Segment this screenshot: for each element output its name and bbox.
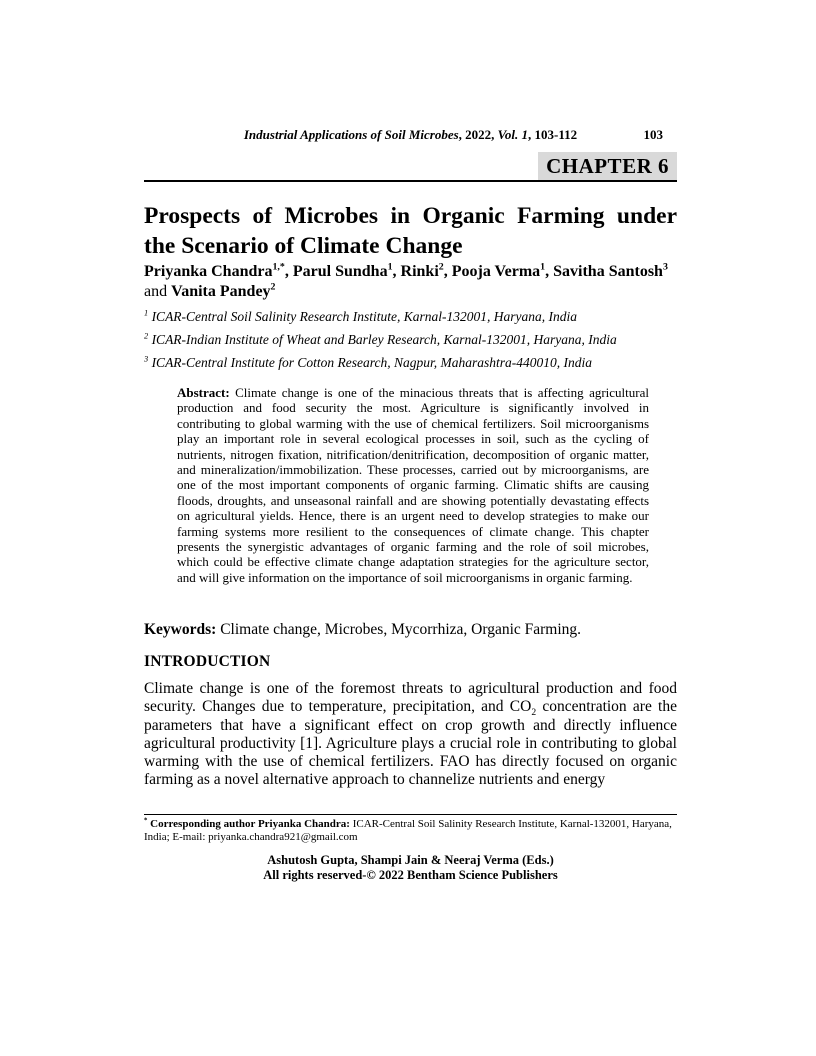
text-segment: Parul Sundha	[292, 263, 388, 280]
text-segment: ICAR-Indian Institute of Wheat and Barley Research, Karnal-132001, Haryana, India	[148, 332, 617, 347]
text-segment: ,	[545, 263, 554, 280]
text-segment: Abstract:	[177, 385, 230, 400]
text-segment: 3	[662, 261, 668, 273]
text-segment: ICAR-Central Soil Salinity Research Institute, Karnal-132001, Haryana, India; E-mail: priyanka.chandra921@gmail.com	[144, 818, 672, 843]
abstract-paragraph	[177, 385, 649, 585]
text-segment: 2	[438, 261, 444, 273]
affiliation-2	[144, 328, 677, 351]
journal-citation	[244, 127, 577, 142]
text-segment: *	[144, 817, 148, 825]
text-segment: ,	[443, 263, 452, 280]
text-segment: Vanita Pandey	[171, 283, 271, 300]
affiliation-3	[144, 351, 677, 374]
text-column	[144, 0, 677, 1056]
text-segment: ,	[392, 263, 401, 280]
text-segment: Climate change is one of the minacious threats that is affecting agricultural production and food security the most. Agriculture is significantly involved in contributing to global warming with the use of chemical fertilizers. Soil microorganisms play an important role in several ecological processes in soil, such as the cycling of nutrients, nitrogen fixation, nitrification/denitrification, decomposition of organic matter, and mineralization/immobilization. These processes, carried out by microorganisms, are one of the most important components of organic farming. Climatic shifts are causing floods, droughts, and unseasonal rainfall and are showing potentially devastating effects on agricultural yields. Hence, there is an urgent need to develop strategies to make our farming systems more resilient to the consequences of climate change. This chapter presents the synergistic advantages of organic farming and the role of soil microbes, which could be effective climate change adaptation strategies for the agriculture sector, and will give information on the importance of soil microorganisms in organic farming.	[177, 385, 649, 585]
text-segment: Industrial Applications of Soil Microbes	[243, 127, 459, 142]
text-segment: Corresponding author Priyanka Chandra:	[150, 818, 350, 830]
editors-line: Ashutosh Gupta, Shampi Jain & Neeraj Verma (Eds.)	[267, 853, 554, 867]
text-segment: 2	[531, 707, 537, 719]
keywords-line	[144, 621, 677, 639]
text-segment: 1,*	[272, 261, 285, 273]
authors-line	[144, 262, 677, 302]
affiliations	[144, 305, 677, 374]
text-segment: 2	[270, 281, 276, 293]
text-segment: concentration are the parameters that have a significant effect on crop growth and directly influence agricultural productivity [1]. Agriculture plays a crucial role in contributing to global warming with the use of chemical fertilizers. FAO has directly focused on organic farming as a novel alternative approach to channelize nutrients and energy	[144, 698, 677, 789]
text-segment: Savitha Santosh	[553, 263, 663, 280]
chapter-title-line-1: Prospects of Microbes in Organic Farming under	[144, 203, 677, 229]
text-segment: ICAR-Central Soil Salinity Research Institute, Karnal-132001, Haryana, India	[148, 309, 578, 324]
chapter-title-line-2: the Scenario of Climate Change	[144, 233, 463, 259]
copyright-line: All rights reserved-© 2022 Bentham Science Publishers	[263, 868, 558, 882]
text-segment: and	[144, 283, 172, 300]
text-segment: 1	[540, 261, 546, 273]
text-segment: , 2022,	[458, 127, 498, 142]
chapter-title	[144, 201, 677, 261]
chapter-heading-row	[144, 152, 677, 182]
text-segment: Pooja Verma	[451, 263, 541, 280]
text-segment: 1	[387, 261, 393, 273]
text-segment: Vol. 1	[497, 127, 528, 142]
text-segment: 2	[144, 331, 149, 341]
introduction-heading: INTRODUCTION	[144, 653, 271, 670]
text-segment: Climate change, Microbes, Mycorrhiza, Organic Farming.	[216, 621, 582, 638]
text-segment: 1	[144, 308, 149, 318]
text-segment: ,	[284, 263, 293, 280]
publisher-footer	[144, 853, 677, 883]
corresponding-author-footnote	[144, 814, 677, 844]
text-segment: Rinki	[400, 263, 439, 280]
text-segment: Climate change is one of the foremost threats to agricultural production and food security. Changes due to temperature, precipitation, and CO	[144, 680, 677, 716]
affiliation-1	[144, 305, 677, 328]
chapter-label: CHAPTER 6	[538, 152, 677, 180]
running-head	[144, 127, 677, 143]
text-segment: , 103-112	[528, 127, 578, 142]
text-segment: Priyanka Chandra	[144, 263, 273, 280]
page-number: 103	[643, 127, 663, 142]
text-segment: Keywords:	[144, 621, 217, 638]
text-segment: ICAR-Central Institute for Cotton Research, Nagpur, Maharashtra-440010, India	[148, 355, 593, 370]
introduction-paragraph	[144, 680, 677, 790]
text-segment: 3	[144, 354, 149, 364]
